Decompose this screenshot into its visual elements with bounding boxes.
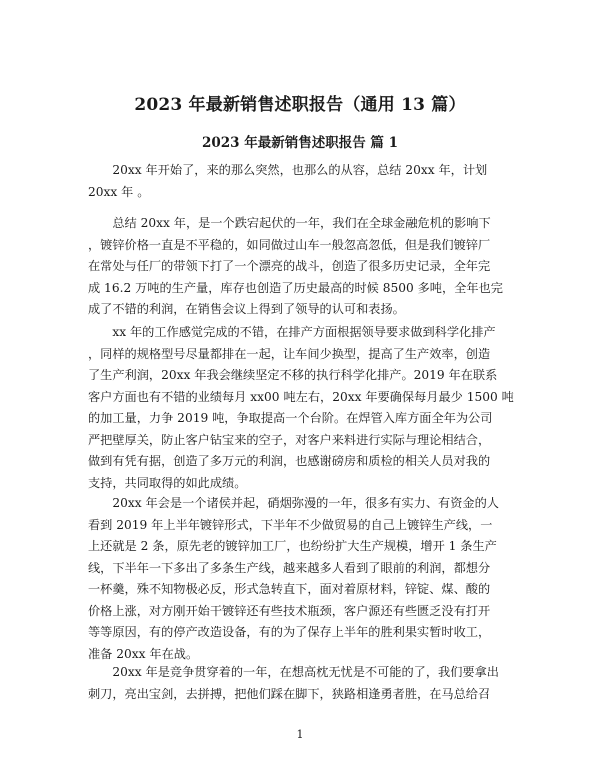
paragraph-line: 严把壁厚关，防止客户钻宝来的空子，对客户来料进行实际与理论相结合，: [88, 432, 491, 447]
paragraph-line: 支持，共同取得的如此成绩。: [88, 475, 247, 490]
paragraph: [88, 662, 514, 705]
paragraph-line: ，同样的规格型号尽量都排在一起，让车间少换型，提高了生产效率，创造: [88, 346, 491, 361]
paragraph-line: 做到有凭有据，创造了多万元的利润，也感谢磅房和质检的相关人员对我的: [88, 454, 491, 468]
paragraph: [88, 322, 514, 494]
paragraph-line: 准备 20xx 年在战。: [88, 646, 199, 661]
paragraph-line: 成了不错的利润，在销售会议上得到了领导的认可和表扬。: [88, 302, 405, 316]
paragraph-line: 刺刀，亮出宝剑，去拼搏，把他们踩在脚下，狭路相逢勇者胜，在马总给召: [88, 686, 491, 701]
paragraph-line: xx 年的工作感觉完成的不错，在排产方面根据领导要求做到科学化排产: [88, 325, 496, 339]
paragraph-line: 在常处与任厂的带领下打了一个漂亮的战斗，创造了很多历史记录，全年完: [88, 259, 491, 273]
page-number: 1: [296, 728, 304, 741]
paragraph-line: 了生产利润，20xx 年我会继续坚定不移的执行科学化排产。2019 年在联系: [88, 368, 498, 382]
paragraph: [88, 493, 514, 665]
paragraph-line: 等等原因，有的停产改造设备，有的为了保存上半年的胜利果实暂时收工，: [88, 625, 491, 639]
paragraph-line: 20xx 年开始了，来的那么突然，也那么的从容，总结 20xx 年，计划: [88, 163, 488, 177]
paragraph-line: ，镀锌价格一直是不平稳的，如同做过山车一般忽高忽低，但是我们镀锌厂: [88, 237, 491, 252]
paragraph: [88, 160, 514, 203]
section-heading: 2023 年最新销售述职报告 篇 1: [201, 135, 399, 151]
paragraph-line: 看到 2019 年上半年镀锌形式，下半年不少做贸易的自己上镀锌生产线，一: [88, 517, 493, 532]
paragraph-line: 总结 20xx 年，是一个跌宕起伏的一年，我们在全球金融危机的影响下: [88, 216, 491, 230]
paragraph-line: 的加工量，力争 2019 吨，争取提高一个台阶。在焊管入库方面全年为公司: [88, 411, 493, 425]
paragraph-line: 20xx 年 。: [88, 184, 150, 199]
paragraph-line: 一杯羹，殊不知物极必反，形式急转直下，面对着原材料，锌锭、煤、酸的: [88, 582, 491, 596]
paragraph-line: 上还就是 2 条，原先老的镀锌加工厂，也纷纷扩大生产规模，增开 1 条生产: [88, 539, 497, 553]
paragraph: [88, 213, 514, 321]
paragraph-line: 线，下半年一下多出了多条生产线，越来越多人看到了眼前的利润，都想分: [88, 560, 491, 575]
paragraph-line: 价格上涨，对方刚开始干镀锌还有些技术瓶颈，客户源还有些匮乏没有打开: [88, 603, 491, 618]
document-title: 2023 年最新销售述职报告（通用 13 篇）: [134, 95, 466, 115]
paragraph-line: 客户方面也有不错的业绩每月 xx00 吨左右，20xx 年要确保每月最少 1500 吨: [88, 389, 514, 404]
paragraph-line: 20xx 年是竞争贯穿着的一年，在想高枕无忧是不可能的了，我们要拿出: [88, 665, 499, 679]
paragraph-line: 成 16.2 万吨的生产量，库存也创造了历史最高的时候 8500 多吨，全年也完: [88, 280, 503, 295]
paragraph-line: 20xx 年会是一个诸侯并起，硝烟弥漫的一年，很多有实力、有资金的人: [88, 496, 499, 510]
